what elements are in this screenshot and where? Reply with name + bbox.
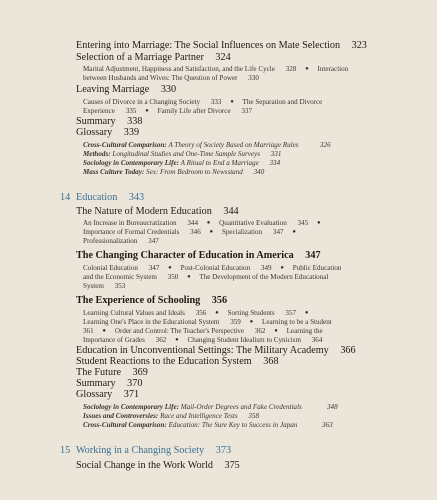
toc-section-selection-partner — [76, 52, 231, 63]
subsection-title: Changing Student Idealism to Cynicism — [187, 336, 301, 344]
bullet-separator: ● — [304, 310, 309, 316]
chapter-page: 343 — [128, 192, 145, 203]
section-page: 339 — [123, 127, 140, 138]
toc-section-summary — [76, 378, 142, 389]
section-page: 344 — [223, 206, 239, 217]
subsection-page: 362 — [155, 336, 167, 344]
section-title: Glossary — [76, 389, 113, 400]
toc-subsection-line — [83, 237, 159, 245]
bullet-separator: ● — [187, 274, 191, 280]
subsection-page: 361 — [83, 327, 94, 335]
box-title: A Theory of Society Based on Marriage Rules — [168, 141, 299, 149]
subsection-title: Professionalization — [83, 237, 138, 245]
subsection-title: Sorting Students — [227, 309, 275, 317]
subsection-page: 330 — [248, 74, 259, 82]
section-page: 375 — [224, 460, 240, 471]
chapter-number: 14 — [60, 192, 71, 203]
subsection-page: 347 — [148, 237, 159, 245]
chapter-heading[interactable] — [76, 192, 144, 203]
subsection-title: between Husbands and Wives: The Question of Power — [83, 74, 238, 82]
toc-subsection-line — [83, 273, 328, 281]
section-title: The Future — [76, 367, 121, 378]
subsection-title: Marital Adjustment, Happiness and Satisfaction, and the Life Cycle — [83, 65, 275, 73]
section-page: 370 — [127, 378, 143, 389]
box-page: 358 — [248, 412, 260, 420]
subsection-title: Interaction — [317, 65, 349, 73]
section-page: 338 — [127, 116, 143, 127]
subsection-title: The Separation and Divorce — [242, 98, 323, 106]
toc-subsection-line — [83, 228, 303, 236]
toc-box-entry — [83, 159, 280, 167]
toc-section — [76, 356, 279, 367]
bullet-separator: ● — [230, 99, 234, 105]
toc-box-entry — [83, 412, 259, 420]
subsection-title: Public Education — [292, 264, 342, 272]
chapter-number: 15 — [60, 445, 71, 456]
box-page: 340 — [253, 168, 265, 176]
section-page: 356 — [211, 295, 228, 306]
subsection-page: 346 — [190, 228, 201, 236]
subsection-title: Importance of Grades — [83, 336, 145, 344]
section-page: 368 — [263, 356, 279, 367]
section-title: The Changing Character of Education in America — [76, 250, 294, 261]
section-title: Social Change in the Work World — [76, 460, 213, 471]
subsection-page: 359 — [230, 318, 241, 326]
toc-subsection-line — [83, 264, 341, 272]
subsection-page: 335 — [125, 107, 137, 115]
subsection-page: 356 — [195, 309, 207, 317]
subsection-title: Learning the — [286, 327, 323, 335]
box-page: 326 — [320, 141, 331, 149]
subsection-title: Learning to be a Student — [262, 318, 332, 326]
subsection-title: and the Economic System — [83, 273, 157, 281]
toc-section — [76, 345, 356, 356]
section-title: Summary — [76, 116, 116, 127]
toc-section-glossary — [76, 127, 139, 138]
box-label: Sociology in Contemporary Life: — [83, 159, 179, 167]
box-page: 334 — [269, 159, 281, 167]
subsection-page: 337 — [241, 107, 253, 115]
subsection-title: Learning Cultural Values and Ideals — [83, 309, 185, 317]
bullet-separator: ● — [316, 220, 321, 226]
toc-subsection-line — [83, 219, 328, 227]
toc-section — [76, 460, 240, 471]
subsection-title: An Increase in Bureaucratization — [83, 219, 177, 227]
section-page: 347 — [305, 250, 321, 261]
chapter-title: Working in a Changing Society — [76, 445, 205, 456]
section-page: 366 — [340, 345, 356, 356]
subsection-page: 349 — [260, 264, 272, 272]
toc-box-entry — [83, 150, 281, 158]
subsection-title: Family Life after Divorce — [157, 107, 231, 115]
subsection-page: 364 — [311, 336, 323, 344]
subsection-page: 333 — [210, 98, 222, 106]
section-title: Education in Unconventional Settings: The Military Academy — [76, 345, 329, 356]
toc-section-summary — [76, 116, 142, 127]
subsection-title: Order and Control: The Teacher's Perspective — [114, 327, 244, 335]
bullet-separator: ● — [280, 265, 284, 271]
bullet-separator: ● — [305, 66, 309, 72]
section-title: Leaving Marriage — [76, 84, 150, 95]
section-page: 323 — [351, 40, 367, 51]
box-title: A Ritual to End a Marriage — [180, 159, 259, 167]
subsection-page: 350 — [167, 273, 179, 281]
subsection-page: 347 — [272, 228, 284, 236]
box-page: 331 — [270, 150, 282, 158]
toc-section — [76, 206, 239, 217]
bullet-separator: ● — [215, 310, 219, 316]
section-title: The Experience of Schooling — [76, 295, 201, 306]
toc-section-leaving-marriage — [76, 84, 176, 95]
box-label: Cross-Cultural Comparison: — [83, 421, 167, 429]
subsection-title: Quantitative Evaluation — [219, 219, 287, 227]
box-label: Issues and Controversies: — [83, 412, 159, 420]
subsection-title: Importance of Formal Credentials — [83, 228, 180, 236]
toc-section — [76, 295, 227, 306]
toc-subsection-line — [83, 107, 252, 115]
subsection-title: Colonial Education — [83, 264, 138, 272]
subsection-title: Learning One's Place in the Educational System — [83, 318, 220, 326]
box-title: Longitudinal Studies and One-Time Sample Surveys — [112, 150, 260, 158]
box-title: Mail-Order Degrees and Fake Credentials — [180, 403, 302, 411]
toc-box-entry — [83, 421, 297, 429]
bullet-separator: ● — [168, 265, 172, 271]
section-page: 324 — [215, 52, 231, 63]
chapter-heading[interactable] — [76, 445, 231, 456]
section-title: The Nature of Modern Education — [76, 206, 212, 217]
box-label: Cross-Cultural Comparison: — [83, 141, 167, 149]
box-label: Mass Culture Today: — [83, 168, 145, 176]
bullet-separator: ● — [175, 337, 179, 343]
toc-box-entry — [83, 141, 299, 149]
box-label: Methods: — [83, 150, 111, 158]
subsection-page: 353 — [114, 282, 126, 290]
toc-box-entry — [83, 168, 264, 176]
section-title: Entering into Marriage: The Social Influences on Mate Selection — [76, 40, 341, 51]
subsection-title: Causes of Divorce in a Changing Society — [83, 98, 201, 106]
chapter-page: 373 — [215, 445, 232, 456]
subsection-page: 328 — [285, 65, 297, 73]
bullet-separator: ● — [145, 108, 149, 114]
toc-subsection-line — [83, 98, 322, 106]
toc-section — [76, 250, 321, 261]
subsection-page: 357 — [285, 309, 297, 317]
toc-subsection-line — [83, 282, 125, 290]
box-page: 348 — [327, 403, 338, 411]
box-label: Sociology in Contemporary Life: — [83, 403, 179, 411]
toc-subsection-line — [83, 336, 322, 344]
subsection-page: 345 — [297, 219, 309, 227]
subsection-page: 362 — [254, 327, 266, 335]
section-title: Student Reactions to the Education System — [76, 356, 252, 367]
box-title: Education: The Sure Key to Success in Japan — [168, 421, 298, 429]
chapter-title: Education — [76, 192, 118, 203]
subsection-title: Experience — [83, 107, 115, 115]
box-title: Race and Intelligence Tests — [160, 412, 238, 420]
toc-section-glossary — [76, 389, 139, 400]
toc-box-entry — [83, 403, 302, 411]
toc-section-entering-marriage — [76, 40, 367, 51]
subsection-title: The Development of the Modern Educational — [199, 273, 329, 281]
section-page: 371 — [123, 389, 140, 400]
toc-section — [76, 367, 148, 378]
bullet-separator: ● — [102, 328, 107, 334]
section-page: 330 — [160, 84, 177, 95]
bullet-separator: ● — [249, 319, 254, 325]
section-title: Selection of a Marriage Partner — [76, 52, 204, 63]
bullet-separator: ● — [292, 229, 296, 235]
toc-subsection-line — [83, 327, 323, 335]
toc-subsection-line — [83, 318, 332, 326]
subsection-title: Specialization — [221, 228, 263, 236]
box-page: 363 — [322, 421, 333, 429]
bullet-separator: ● — [206, 220, 211, 226]
subsection-title: Post-Colonial Education — [180, 264, 251, 272]
bullet-separator: ● — [209, 229, 214, 235]
toc-subsection-line — [83, 309, 315, 317]
subsection-page: 344 — [187, 219, 198, 227]
section-page: 369 — [132, 367, 148, 378]
subsection-page: 347 — [148, 264, 160, 272]
section-title: Summary — [76, 378, 116, 389]
section-title: Glossary — [76, 127, 113, 138]
subsection-title: System — [83, 282, 104, 290]
toc-subsection-line — [83, 74, 259, 82]
box-title: Sex: From Bedroom to Newsstand — [146, 168, 243, 176]
bullet-separator: ● — [274, 328, 278, 334]
toc-subsection-line — [83, 65, 348, 73]
